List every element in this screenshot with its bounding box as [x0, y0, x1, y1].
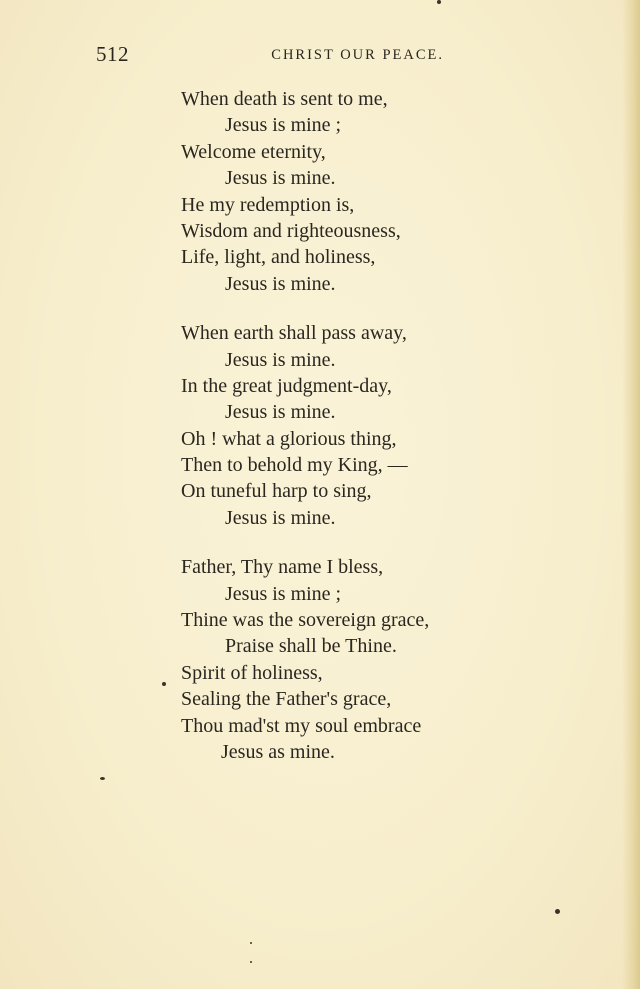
ink-speck — [250, 961, 252, 963]
poem-refrain-line: Jesus is mine ; — [225, 582, 342, 605]
poem-line: Father, Thy name I bless, — [181, 556, 384, 579]
poem-refrain-line: Praise shall be Thine. — [225, 635, 397, 658]
poem-refrain-line: Jesus is mine. — [225, 167, 336, 190]
page-header — [96, 42, 444, 72]
ink-speck — [162, 682, 166, 686]
stanza-2 — [181, 320, 501, 531]
poem-line: On tuneful harp to sing, — [181, 480, 372, 503]
poem-line: Wisdom and righteousness, — [181, 219, 401, 242]
poem-refrain-line: Jesus is mine. — [225, 506, 336, 529]
poem-line: Life, light, and holiness, — [181, 246, 376, 269]
poem-line: Thine was the sovereign grace, — [181, 609, 430, 632]
poem-line: Oh ! what a glorious thing, — [181, 427, 397, 450]
poem-line: Sealing the Father's grace, — [181, 688, 392, 711]
poem-line: Welcome eternity, — [181, 140, 326, 163]
poem-closing-line: Jesus as mine. — [221, 740, 335, 763]
ink-speck — [437, 0, 441, 4]
poem-line: Spirit of holiness, — [181, 661, 323, 684]
stanza-3 — [181, 554, 501, 765]
poem-line: In the great judgment-day, — [181, 374, 392, 397]
poem-refrain-line: Jesus is mine. — [225, 272, 336, 295]
page-number: 512 — [96, 42, 129, 66]
poem — [181, 86, 501, 788]
poem-line: He my redemption is, — [181, 193, 355, 216]
poem-line: When earth shall pass away, — [181, 322, 407, 345]
running-title: CHRIST OUR PEACE. — [271, 47, 444, 63]
poem-refrain-line: Jesus is mine ; — [225, 114, 342, 137]
ink-speck — [100, 777, 105, 780]
page-edge-shadow — [622, 0, 640, 989]
poem-refrain-line: Jesus is mine. — [225, 401, 336, 424]
ink-speck — [555, 909, 560, 914]
poem-refrain-line: Jesus is mine. — [225, 348, 336, 371]
poem-line: Thou mad'st my soul embrace — [181, 714, 422, 737]
ink-speck — [250, 942, 252, 944]
poem-line: When death is sent to me, — [181, 88, 388, 110]
stanza-1 — [181, 86, 501, 297]
poem-line: Then to behold my King, — — [181, 454, 408, 477]
